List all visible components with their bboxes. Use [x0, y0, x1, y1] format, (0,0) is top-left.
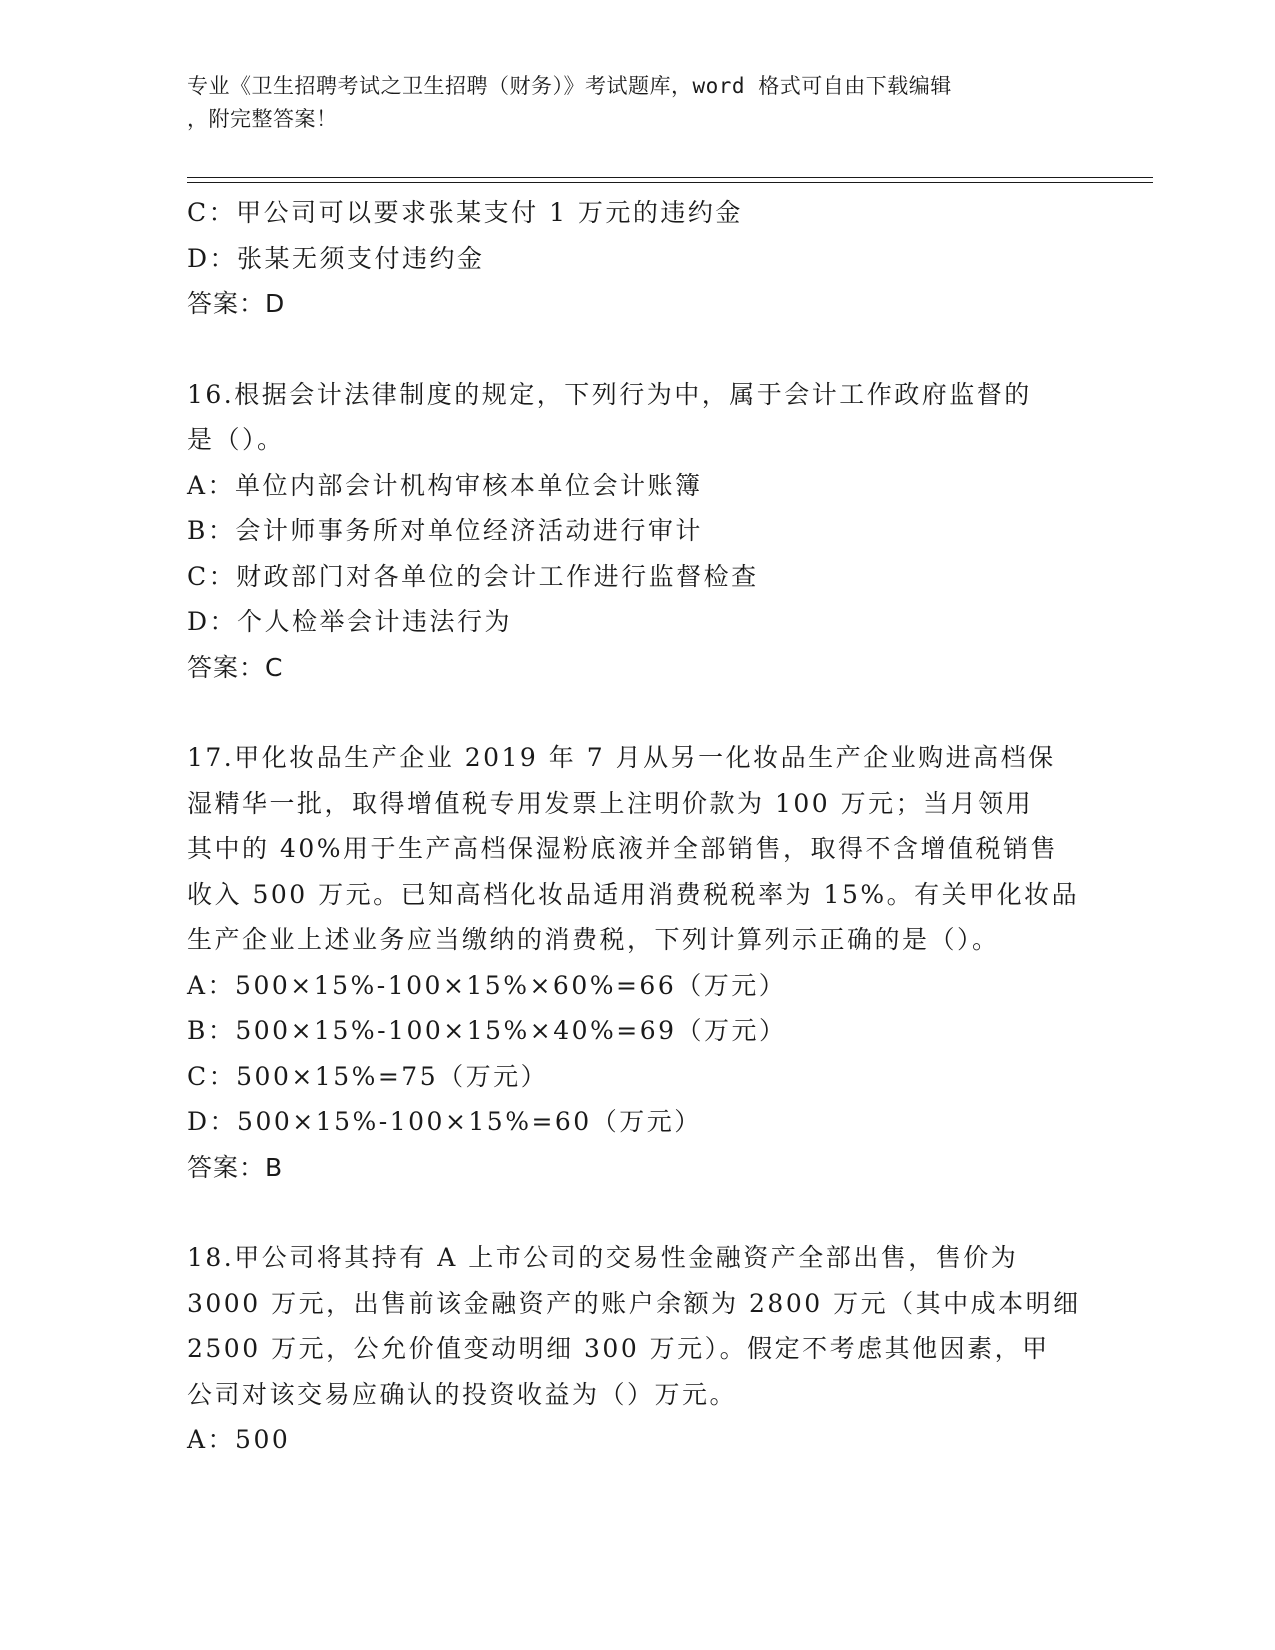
option-a: A：单位内部会计机构审核本单位会计账簿: [187, 470, 703, 500]
question-gap: [187, 1190, 1087, 1235]
question-gap: [187, 690, 1087, 735]
header-divider-top: [187, 177, 1153, 178]
option-d: D：500×15%-100×15%=60（万元）: [187, 1107, 702, 1136]
question-stem-line: 3000 万元，出售前该金融资产的账户余额为 2800 万元（其中成本明细: [187, 1288, 1081, 1318]
question-stem-line: 生产企业上述业务应当缴纳的消费税，下列计算列示正确的是（）。: [187, 925, 1000, 954]
option-c: C：500×15%=75（万元）: [187, 1061, 549, 1091]
option-b: B：会计师事务所对单位经济活动进行审计: [187, 516, 703, 545]
option-c: C：财政部门对各单位的会计工作进行监督检查: [187, 561, 759, 591]
question-gap: [187, 327, 1087, 372]
option-b: B：500×15%-100×15%×40%=69（万元）: [187, 1016, 787, 1045]
question-stem-line: 湿精华一批，取得增值税专用发票上注明价款为 100 万元；当月领用: [187, 788, 1034, 818]
question-stem-line: 公司对该交易应确认的投资收益为（）万元。: [187, 1379, 738, 1409]
option-d: D：个人检举会计违法行为: [187, 607, 513, 636]
answer-line: 答案：B: [187, 1152, 284, 1182]
question-stem-line: 是（）。: [187, 425, 285, 454]
question-stem-line: 17.甲化妆品生产企业 2019 年 7 月从另一化妆品生产企业购进高档保: [187, 743, 1056, 772]
header-divider-bottom: [187, 182, 1153, 183]
answer-line: 答案：D: [187, 289, 286, 318]
option-a: A：500×15%-100×15%×60%=66（万元）: [187, 970, 787, 1000]
option-a: A：500: [187, 1425, 291, 1454]
exam-content: [187, 190, 1087, 1463]
question-stem-line: 2500 万元，公允价值变动明细 300 万元）。假定不考虑其他因素，甲: [187, 1334, 1050, 1363]
question-stem-line: 18.甲公司将其持有 A 上市公司的交易性金融资产全部出售，售价为: [187, 1243, 1019, 1272]
header-line-2: ，附完整答案！: [187, 107, 338, 131]
question-stem-line: 其中的 40%用于生产高档保湿粉底液并全部销售，取得不含增值税销售: [187, 834, 1059, 863]
question-15-tail: [187, 190, 1087, 327]
question-16: [187, 372, 1087, 691]
document-header: [187, 70, 1067, 136]
question-17: [187, 735, 1087, 1190]
question-stem-line: 16.根据会计法律制度的规定，下列行为中，属于会计工作政府监督的: [187, 379, 1032, 409]
question-18: [187, 1235, 1087, 1463]
option-c: C：甲公司可以要求张某支付 1 万元的违约金: [187, 198, 743, 227]
answer-line: 答案：C: [187, 652, 284, 682]
option-d: D：张某无须支付违约金: [187, 243, 485, 273]
question-stem-line: 收入 500 万元。已知高档化妆品适用消费税税率为 15%。有关甲化妆品: [187, 879, 1080, 909]
header-line-1: 专业《卫生招聘考试之卫生招聘（财务）》考试题库，word 格式可自由下载编辑: [187, 74, 952, 98]
